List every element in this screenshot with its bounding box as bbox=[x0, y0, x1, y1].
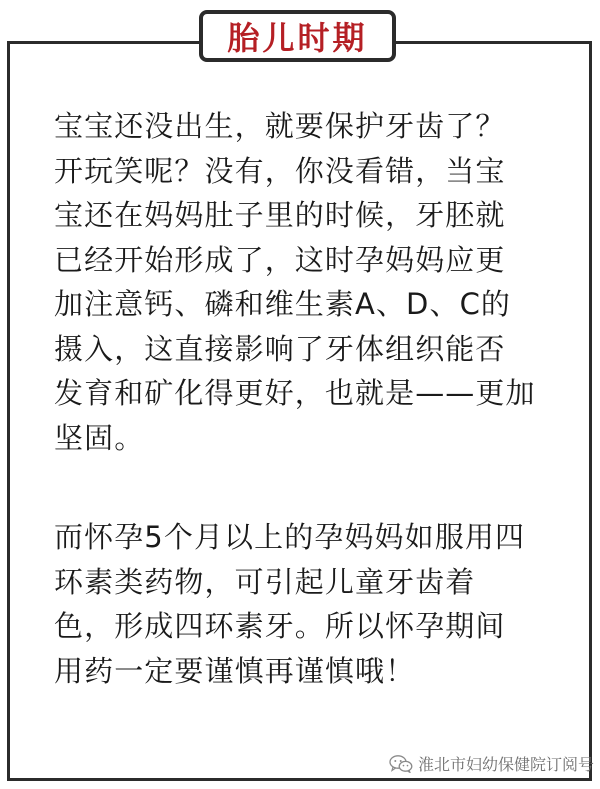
article-body bbox=[54, 104, 554, 693]
paragraph-2 bbox=[54, 515, 554, 693]
text-line: 发育和矿化得更好，也就是——更加 bbox=[54, 376, 536, 410]
text-line: 坚固。 bbox=[54, 420, 145, 455]
text-line: 宝还在妈妈肚子里的时候，牙胚就 bbox=[54, 198, 506, 232]
wechat-icon bbox=[389, 755, 413, 773]
text-line: 已经开始形成了，这时孕妈妈应更 bbox=[54, 242, 506, 277]
watermark bbox=[389, 752, 594, 775]
text-line: 宝宝还没出生，就要保护牙齿了？ bbox=[54, 109, 506, 143]
text-line: 摄入，这直接影响了牙体组织能否 bbox=[54, 331, 506, 366]
text-line: 开玩笑呢？没有，你没看错，当宝 bbox=[54, 153, 506, 188]
paragraph-1 bbox=[54, 104, 554, 460]
text-line: 加注意钙、磷和维生素A、D、C的 bbox=[54, 287, 512, 321]
page-title: 胎儿时期 bbox=[227, 19, 368, 57]
text-line: 用药一定要谨慎再谨慎哦！ bbox=[54, 653, 416, 688]
text-line: 而怀孕5个月以上的孕妈妈如服用四 bbox=[54, 520, 526, 554]
title-badge bbox=[199, 10, 396, 62]
text-line: 色，形成四环素牙。所以怀孕期间 bbox=[54, 609, 506, 643]
text-line: 环素类药物，可引起儿童牙齿着 bbox=[54, 564, 476, 599]
watermark-text: 淮北市妇幼保健院订阅号 bbox=[418, 755, 595, 774]
